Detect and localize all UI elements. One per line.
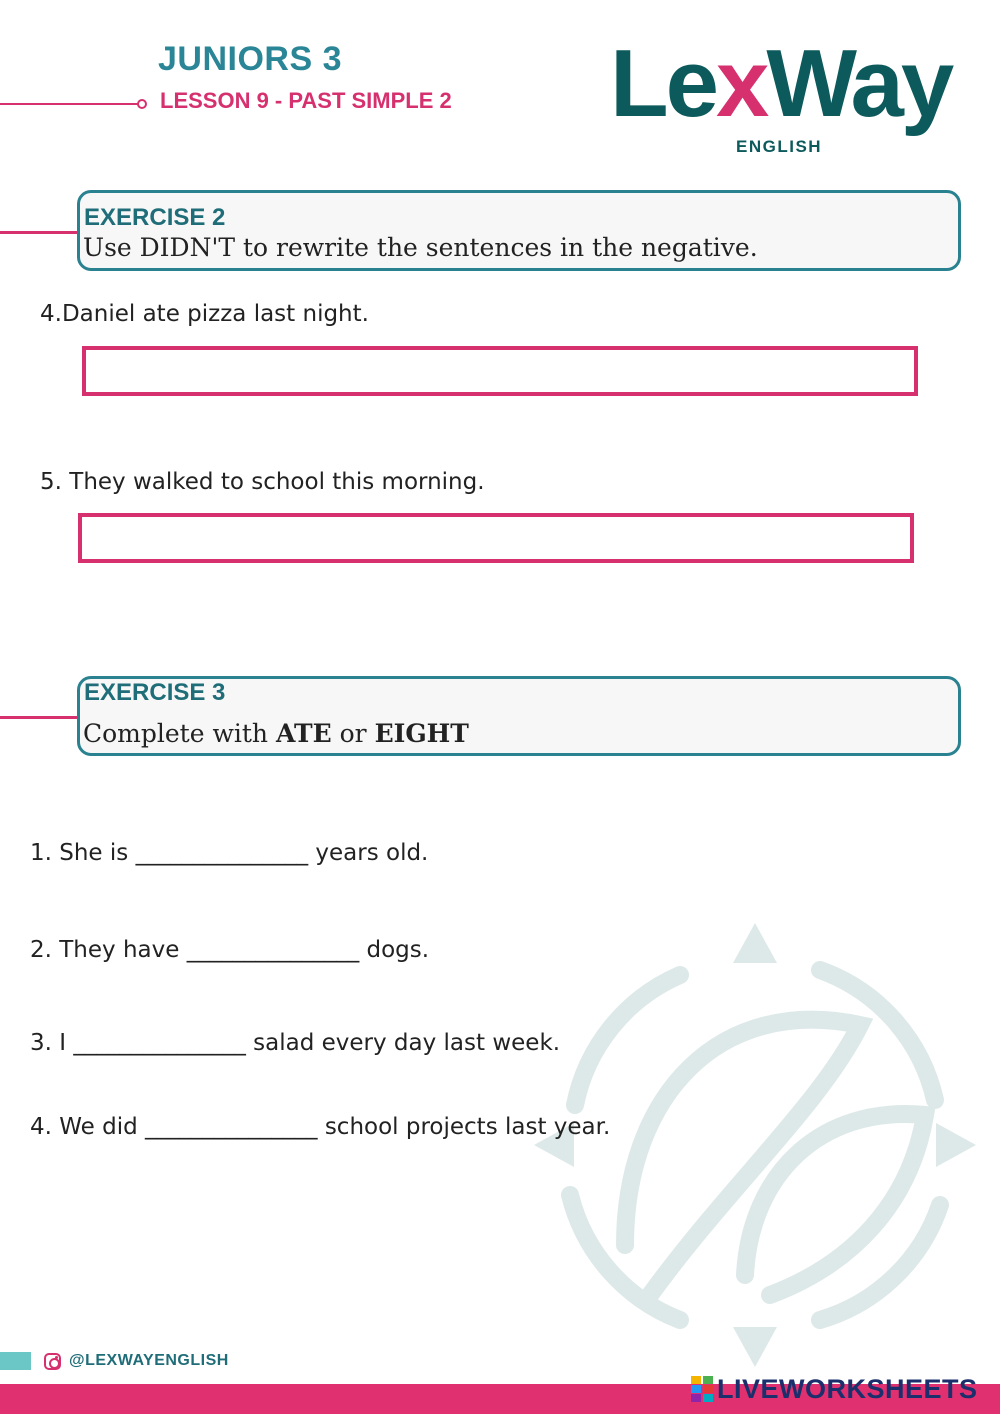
exercise-3-item-4: 4. We did _______________ school projects last year. [30,1114,611,1140]
header-divider-line [0,103,138,105]
exercise-3-item-3: 3. I _______________ salad every day last week. [30,1030,561,1056]
header-divider-dot [137,99,147,109]
question-number: 4. [40,301,62,327]
answer-box-4[interactable] [82,346,918,396]
exercise-3-accent-line [0,716,80,719]
exercise-3-instruction [83,719,469,748]
exercise-3-title: EXERCISE 3 [84,679,226,706]
exercise-3-header [77,676,961,756]
exercise-3-item-1: 1. She is _______________ years old. [30,840,429,866]
lesson-subtitle: LESSON 9 - PAST SIMPLE 2 [160,88,452,113]
logo-text-way: Way [766,30,952,137]
word-eight: EIGHT [374,719,469,748]
word-ate: ATE [275,719,332,748]
logo-subtitle: ENGLISH [736,137,823,156]
exercise-2-title: EXERCISE 2 [84,204,226,231]
exercise-2-question-4 [40,301,369,327]
worksheet-title: JUNIORS 3 [158,40,342,78]
instruction-or: or [331,719,375,748]
lexway-logo [610,30,952,137]
exercise-2-question-5 [40,469,485,495]
instagram-icon [44,1353,61,1370]
exercise-3-item-2: 2. They have _______________ dogs. [30,937,430,963]
question-number: 5. [40,469,62,495]
logo-text-le: Le [610,30,717,137]
answer-box-5[interactable] [78,513,914,563]
question-text: Daniel ate pizza last night. [61,301,369,327]
exercise-2-accent-line [0,231,80,234]
instruction-prefix: Complete with [83,719,276,748]
compass-watermark-icon [530,915,980,1375]
instagram-handle: @LEXWAYENGLISH [69,1352,229,1369]
exercise-2-header [77,190,961,271]
exercise-2-instruction: Use DIDN'T to rewrite the sentences in the negative. [83,233,758,262]
logo-text-x: x [716,30,767,137]
liveworksheets-brand: LIVEWORKSHEETS [717,1374,978,1404]
question-text: They walked to school this morning. [69,469,485,495]
liveworksheets-icon [691,1376,713,1402]
footer-teal-block [0,1352,31,1370]
